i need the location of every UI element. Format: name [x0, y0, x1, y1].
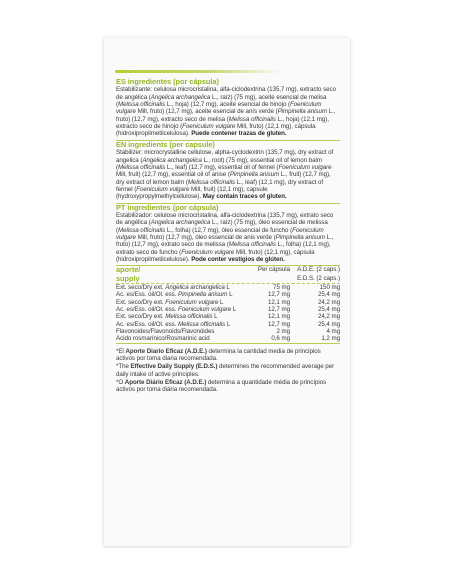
supply-per-capsule: 12,1 mg	[267, 298, 290, 306]
supply-ingredient: Ext. seco/Dry ext. Melissa officinalis L	[116, 313, 218, 321]
supply-row	[116, 328, 340, 335]
supply-per-capsule: 2 mg	[276, 327, 290, 335]
supply-ingredient: Ext. seco/Dry ext. Angelica archangelica L	[116, 283, 230, 291]
footnote: *The Effective Daily Supply (E.D.S.) determines the recommended average per daily intake of active principles.	[116, 363, 335, 378]
ingredients-text-es: Estabilizante: celulosa microcristalina, alfa-ciclodextrina (135,7 mg), extracto seco de angélica (Angelica archangelica L., raíz) (75 mg), aceite esencial de melisa (Melissa officinalis L., hoja) (12,7 mg), aceite esencial de hinojo (Foeniculum vulgare Mill, fruto) (12,7 mg), aceite esencial de anís verde (Pimpinella anisum L., fruto) (12,7 mg), extracto seco de melisa (Melissa officinalis L., hoja) (12,1 mg), extracto seco de hinojo (Foeniculum vulgare Mill, fruto) (12,1 mg), cápsula (hidroxipropilmetilcelulosa). Puede contener trazas de gluten.	[116, 86, 336, 138]
section-es	[116, 78, 340, 138]
accent-stripe	[115, 70, 283, 73]
supply-daily: 25,4 mg	[317, 305, 340, 313]
ingredients-text-pt: Estabilizador: celulose microcristalina, alfa-ciclodextrina (135,7 mg), extrato seco de angélica (Angelica archangelica L., raíz) (75 mg), óleo essencial de melissa (Melissa officinalis L., folha) (12,7 mg), óleo essencial de funcho (Foeniculum vulgare Mill, fruto) (12,7 mg), óleo essencial de anis verde (Pimpinella anisum L., fruto) (12,7 mg), extrato seco de melissa (Melissa officinalis L., folha) (12,1 mg), extrato seco de funcho (Foeniculum vulgare Mill, fruto) (12,1 mg), cápsula (hidroxipropilmetilcelulose). Pode conter vestígios de glúten.	[116, 212, 334, 264]
supply-per-capsule: 75 mg	[273, 283, 290, 291]
divider	[116, 343, 340, 344]
supply-daily: 24,2 mg	[317, 298, 340, 306]
supply-table	[116, 266, 340, 282]
supply-header-row-2	[116, 275, 340, 283]
supply-ingredient: Ac. es/Ess. oil/Ól. ess. Melissa officinalis L	[116, 320, 231, 328]
supply-row	[116, 284, 340, 291]
label-content	[116, 78, 340, 395]
supply-row	[116, 321, 340, 328]
footnotes	[116, 348, 340, 394]
supply-daily: 150 mg	[319, 283, 340, 291]
col-eds: E.D.S. (2 caps.)	[297, 274, 340, 282]
section-pt	[116, 204, 340, 264]
supply-label-en: supply	[116, 274, 140, 283]
supply-daily: 24,2 mg	[317, 313, 340, 321]
supply-daily: 1,2 mg	[321, 335, 340, 343]
ingredients-text-en: Stabilizer: microcrystalline cellulose, alpha-cyclodextrin (135,7 mg), dry extract of angelica (Angelica archangelica L., root) (75 mg), essential oil of lemon balm (Melissa officinalis L., leaf) (12,7 mg), essential oil of fennel (Foeniculum vulgare Mill, fruit) (12,7 mg), essential oil of anise (Pimpinella anisum L., fruit) (12,7 mg), dry extract of lemon balm (Melissa officinalis L., leaf) (12,1 mg), dry extract of fennel (Foeniculum vulgare Mill, fruit) (12,1 mg), capsule (hydroxypropylmethylcellulose). May contain traces of gluten.	[116, 149, 334, 201]
supply-ingredient: Ácido rosmarínico/Rosmarinic acid	[116, 335, 210, 343]
supply-per-capsule: 12,7 mg	[267, 320, 290, 328]
supply-per-capsule: 0,6 mg	[271, 335, 290, 343]
supply-label: aporte/	[116, 266, 141, 275]
supply-row	[116, 291, 340, 298]
supply-rows-table	[116, 284, 340, 343]
supply-ingredient: Ac. es/Ess. oil/Ól. ess. Foeniculum vulgare L	[116, 305, 237, 313]
section-title-en: EN ingredients (per capsule)	[116, 139, 215, 149]
supply-ingredient: Ext. seco/Dry ext. Foeniculum vulgare L	[116, 298, 224, 306]
supply-ingredient: Flavonoides/Flavonoids/Flavonóides	[116, 327, 215, 335]
section-en	[116, 141, 340, 201]
supply-row	[116, 306, 340, 313]
footnote: *El Aporte Diario Eficaz (A.D.E.) determina la cantidad media de principios activos por toma diaria recomendada.	[116, 347, 321, 362]
supply-per-capsule: 12,1 mg	[267, 313, 290, 321]
supply-per-capsule: 12,7 mg	[267, 305, 290, 313]
supply-per-capsule: 12,7 mg	[267, 291, 290, 299]
footnote: *O Aporte Diário Eficaz (A.D.E.) determina a quantidade média de princípios activos por toma diária recomendada.	[116, 378, 327, 394]
col-per-capsule: Per cápsula	[257, 266, 290, 274]
product-label-panel	[104, 38, 350, 546]
supply-header-row-1	[116, 266, 340, 274]
supply-daily: 25,4 mg	[317, 320, 340, 328]
col-ade: A.D.E. (2 caps.)	[297, 266, 340, 274]
supply-ingredient: Ac. es/Ess. oil/Ól. ess. Pimpinella anisum L	[116, 291, 233, 299]
supply-daily: 4 mg	[326, 327, 340, 335]
supply-row	[116, 299, 340, 306]
supply-row	[116, 335, 340, 342]
supply-daily: 25,4 mg	[317, 291, 340, 299]
section-title-pt: PT ingredientes (por cápsula)	[116, 202, 219, 212]
supply-row	[116, 313, 340, 320]
section-title-es: ES ingredientes (por cápsula)	[116, 77, 219, 86]
